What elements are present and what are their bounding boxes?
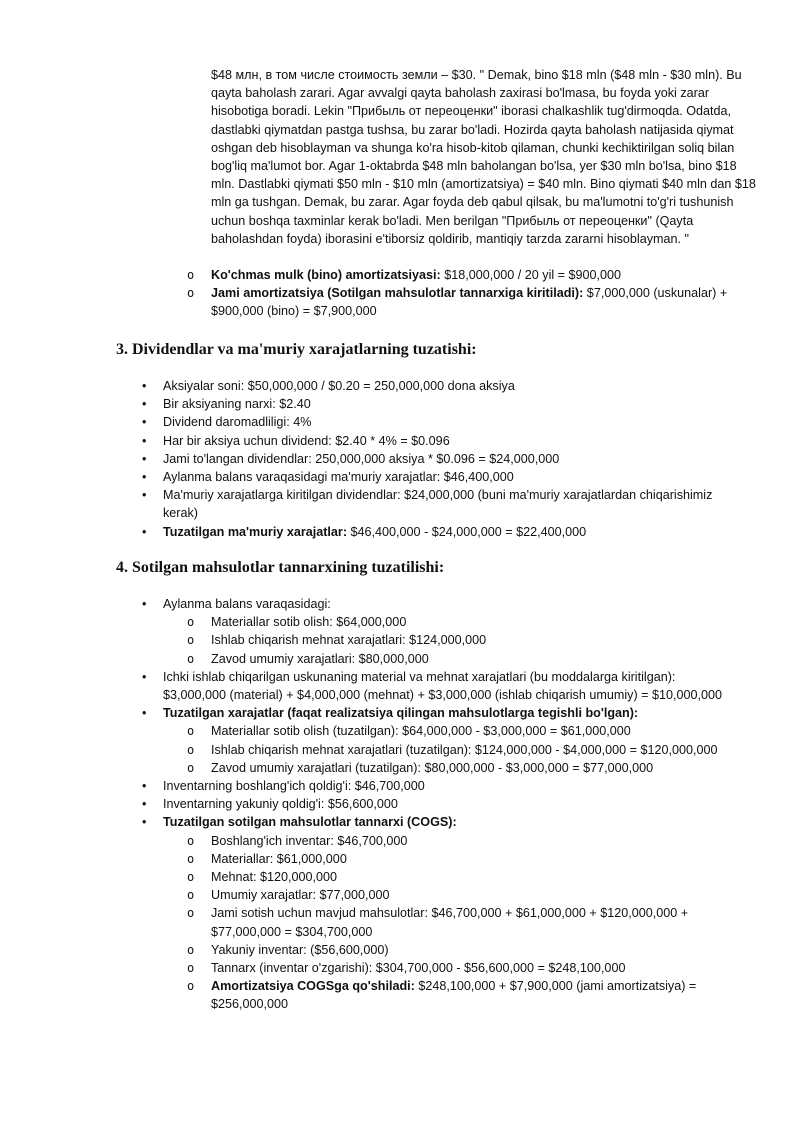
sublist-item [187, 832, 738, 850]
list-item [138, 432, 738, 450]
item-text: Ma'muriy xarajatlarga kiritilgan dividendlar: $24,000,000 (buni ma'muriy xarajatlardan chiqarishimiz kerak) [163, 488, 713, 521]
sublist-item-text: Yakuniy inventar: ($56,600,000) [211, 942, 389, 957]
sublist-item [187, 850, 738, 868]
sublist-item-text: $248,100,000 + $7,900,000 (jami amortizatsiya) = $256,000,000 [211, 979, 697, 1012]
item-text: Jami to'langan dividendlar: 250,000,000 aksiya * $0.096 = $24,000,000 [163, 451, 560, 466]
sublist-item-text: Jami sotish uchun mavjud mahsulotlar: $46,700,000 + $61,000,000 + $120,000,000 + $77,000,000 = $304,700,000 [211, 906, 689, 939]
list-item [187, 284, 759, 320]
list-item [138, 813, 738, 1013]
sublist-item [187, 977, 738, 1013]
sublist-item-text: Materiallar: $61,000,000 [211, 851, 347, 866]
list-item [138, 395, 738, 413]
sublist-item [187, 959, 738, 977]
item-text: $18,000,000 / 20 yil = $900,000 [440, 268, 622, 282]
cogs-sublist [187, 832, 738, 1014]
item-text: Har bir aksiya uchun dividend: $2.40 * 4% = $0.096 [163, 433, 450, 448]
list-item [138, 468, 738, 486]
item-text: $46,400,000 - $24,000,000 = $22,400,000 [347, 524, 587, 539]
sublist-item-text: Boshlang'ich inventar: $46,700,000 [211, 833, 408, 848]
section-3-heading: 3. Dividendlar va ma'muriy xarajatlarning tuzatishi: [116, 341, 477, 358]
item-text: Inventarning boshlang'ich qoldig'i: $46,700,000 [163, 779, 425, 794]
sublist-item [187, 904, 738, 940]
sublist-item: o Ishlab chiqarish mehnat xarajatlari (tuzatilgan): $124,000,000 - $4,000,000 = $120,000,000 [187, 741, 738, 759]
sublist-item: o Materiallar sotib olish (tuzatilgan): $64,000,000 - $3,000,000 = $61,000,000 [187, 722, 738, 740]
sublist-item-text: Mehnat: $120,000,000 [211, 870, 338, 885]
list-item [138, 668, 738, 704]
item-bold-label: Tuzatilgan ma'muriy xarajatlar: [163, 524, 348, 539]
sublist-item [187, 886, 738, 904]
intro-paragraph: $48 млн, в том числе стоимость земли – $30. " Demak, bino $18 mln ($48 mln - $30 mln). Bu qayta baholash zarari. Agar avvalgi qayta baholash zaxirasi bo'lmasa, bu foyda yoki zarar hisobotiga boradi. Lekin "Прибыль от переоценки" iborasi chalkashlik tug'dirmoqda. Odatda, dastlabki qiymatdan pastga tushsa, bu zarar bo'ladi. Hozirda qayta baholash natijasida qiymat oshgan deb hisoblayman va shunga ko'ra hisob-kitob qilaman, chunki kechiktirilgan soliq bilan bog'liq ma'lumot bor. Agar 1-oktabrda $48 mln baholangan bo'lsa, yer $30 mln bo'lsa, bino $18 mln. Dastlabki qiymati $50 mln - $10 mln (amortizatsiya) = $40 mln. Bino qiymati $40 mln dan $18 mln ga tushgan. Demak, bu zarar. Agar foyda deb qabul qilsak, bu ma'lumotni to'g'ri tushunish uchun boshqa taxminlar kerak bo'ladi. Men berilgan "Прибыль от переоценки" (Qayta baholashdan foyda) iborasini e'tiborsiz qoldirib, mantiqiy tarzda zararni hisoblayman. " [211, 68, 756, 246]
item-text: Bir aksiyaning narxi: $2.40 [163, 397, 311, 412]
amortization-list [187, 266, 759, 321]
sublist-item [187, 941, 738, 959]
section-4-heading: 4. Sotilgan mahsulotlar tannarxining tuzatilishi: [116, 559, 445, 576]
list-item [138, 486, 738, 522]
item-bold-label: Jami amortizatsiya (Sotilgan mahsulotlar tannarxiga kiritiladi): [211, 286, 584, 301]
sublist-item: o Materiallar sotib olish: $64,000,000 [187, 613, 738, 631]
item-text: Aylanma balans varaqasidagi ma'muriy xarajatlar: $46,400,000 [163, 470, 514, 485]
sublist-item [187, 868, 738, 886]
sublist-item: o Ishlab chiqarish mehnat xarajatlari: $124,000,000 [187, 631, 738, 649]
list-item [187, 266, 759, 284]
item-bold-label: Ko'chmas mulk (bino) amortizatsiyasi: [211, 268, 441, 282]
list-item [138, 595, 738, 668]
list-item [138, 704, 738, 777]
section-4-list [138, 595, 738, 1014]
item-bold-label: Tuzatilgan xarajatlar (faqat realizatsiya qilingan mahsulotlarga tegishli bo'lgan): [163, 706, 639, 721]
sublist-item-bold-label: Amortizatsiya COGSga qo'shiladi: [211, 979, 415, 994]
list-item [138, 523, 738, 541]
list-item [138, 777, 738, 795]
item-text: Dividend daromadliligi: 4% [163, 415, 312, 430]
item-text: Inventarning yakuniy qoldig'i: $56,600,000 [163, 797, 398, 812]
list-item [138, 377, 738, 395]
item-bold-label: Tuzatilgan sotilgan mahsulotlar tannarxi (COGS): [163, 815, 457, 830]
balance-sublist [187, 613, 738, 668]
sublist-item: o Zavod umumiy xarajatlari (tuzatilgan): $80,000,000 - $3,000,000 = $77,000,000 [187, 759, 738, 777]
item-text: Aylanma balans varaqasidagi: [163, 597, 331, 611]
list-item [138, 413, 738, 431]
item-text: $7,000,000 (uskunalar) + $900,000 (bino) = $7,900,000 [211, 286, 728, 319]
adjusted-sublist [187, 722, 738, 777]
list-item [138, 450, 738, 468]
item-text: Aksiyalar soni: $50,000,000 / $0.20 = 250,000,000 dona aksiya [163, 379, 515, 393]
sublist-item: o Zavod umumiy xarajatlari: $80,000,000 [187, 650, 738, 668]
section-3-list [138, 377, 738, 541]
item-text: Ichki ishlab chiqarilgan uskunaning material va mehnat xarajatlari (bu moddalarga kiritilgan): $3,000,000 (material) + $4,000,000 (mehnat) + $3,000,000 (ishlab chiqarish umumiy) = $10,000,000 [163, 669, 723, 703]
sublist-item-text: Umumiy xarajatlar: $77,000,000 [211, 888, 390, 903]
list-item [138, 795, 738, 813]
sublist-item-text: Tannarx (inventar o'zgarishi): $304,700,000 - $56,600,000 = $248,100,000 [211, 961, 626, 976]
